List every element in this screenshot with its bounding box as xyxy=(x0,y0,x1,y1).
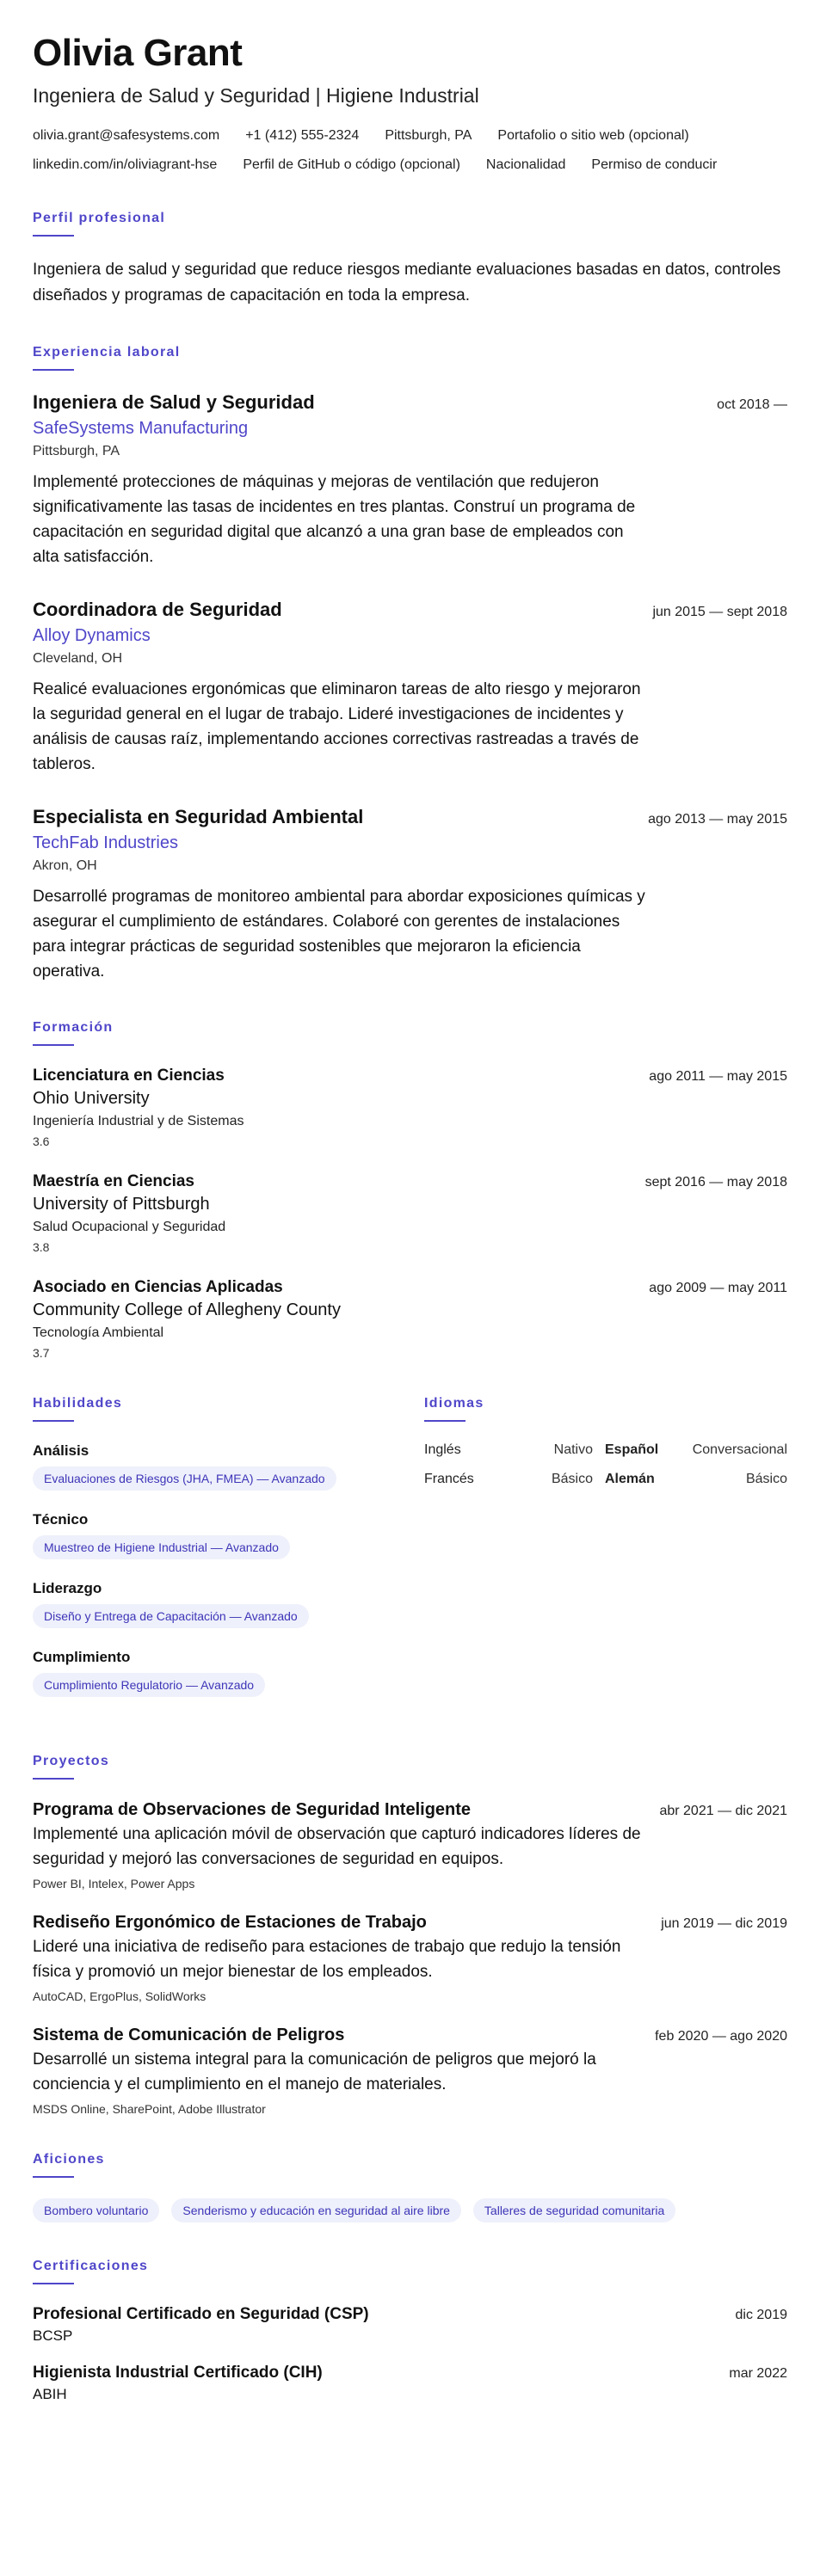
skill-tag: Diseño y Entrega de Capacitación — Avanzado xyxy=(33,1604,309,1628)
education-section xyxy=(33,1020,787,1360)
job-date: ago 2013 — may 2015 xyxy=(648,812,787,827)
project-title: Programa de Observaciones de Seguridad Inteligente xyxy=(33,1800,472,1819)
section-title: Perfil profesional xyxy=(33,211,166,225)
project-tech: Power BI, Intelex, Power Apps xyxy=(33,1877,195,1891)
project-entry xyxy=(33,1913,787,2003)
education-school: University of Pittsburgh xyxy=(33,1195,210,1214)
language-name: Francés xyxy=(424,1472,474,1486)
job-location: Cleveland, OH xyxy=(33,651,123,666)
project-title: Sistema de Comunicación de Peligros xyxy=(33,2026,345,2044)
skill-tag: Cumplimiento Regulatorio — Avanzado xyxy=(33,1673,265,1697)
language-level: Conversacional xyxy=(692,1442,787,1457)
section-title: Proyectos xyxy=(33,1754,110,1768)
skills-languages-row xyxy=(33,1396,787,1718)
language-level: Nativo xyxy=(553,1442,593,1457)
job-description: Realicé evaluaciones ergonómicas que eliminaron tareas de alto riesgo y mejoraron la seguridad general en el lugar de trabajo. Lideré investigaciones de incidentes y análisis de causas raíz, implementando acciones correctivas rastreadas a través de tableros. xyxy=(33,680,641,773)
certification-date: mar 2022 xyxy=(729,2366,787,2381)
job-title: Especialista en Seguridad Ambiental xyxy=(33,806,364,827)
project-date: jun 2019 — dic 2019 xyxy=(661,1916,787,1931)
project-entry xyxy=(33,2026,787,2116)
section-title: Idiomas xyxy=(424,1396,484,1411)
contact-email[interactable]: olivia.grant@safesystems.com xyxy=(33,128,220,143)
education-gpa: 3.7 xyxy=(33,1346,50,1360)
education-degree: Maestría en Ciencias xyxy=(33,1172,194,1190)
education-date: ago 2011 — may 2015 xyxy=(649,1069,787,1084)
skill-group-name: Análisis xyxy=(33,1442,89,1459)
project-date: feb 2020 — ago 2020 xyxy=(655,2029,787,2044)
section-divider xyxy=(33,1420,74,1422)
skill-group xyxy=(33,1580,424,1628)
project-description: Implementé una aplicación móvil de observación que capturó indicadores líderes de seguridad y mejoró las conversaciones de seguridad en equipos. xyxy=(33,1825,641,1868)
certification-entry xyxy=(33,2364,787,2403)
language-level: Básico xyxy=(745,1472,787,1486)
section-title: Experiencia laboral xyxy=(33,345,181,360)
job-entry xyxy=(33,391,787,569)
certification-title: Profesional Certificado en Seguridad (CSP) xyxy=(33,2305,369,2323)
certification-title: Higienista Industrial Certificado (CIH) xyxy=(33,2364,323,2382)
section-divider xyxy=(33,2283,74,2284)
hobby-tag: Talleres de seguridad comunitaria xyxy=(473,2198,675,2222)
education-field: Ingeniería Industrial y de Sistemas xyxy=(33,1114,244,1128)
section-divider xyxy=(33,2176,74,2178)
project-tech: AutoCAD, ErgoPlus, SolidWorks xyxy=(33,1989,207,2003)
education-field: Salud Ocupacional y Seguridad xyxy=(33,1220,226,1234)
project-description: Lideré una iniciativa de rediseño para estaciones de trabajo que redujo la tensión física y promovió un mejor bienestar de los empleados. xyxy=(33,1938,621,1981)
job-entry xyxy=(33,806,787,984)
project-tech: MSDS Online, SharePoint, Adobe Illustrator xyxy=(33,2102,266,2116)
hobbies-section xyxy=(33,2152,787,2222)
skill-tag: Muestreo de Higiene Industrial — Avanzado xyxy=(33,1535,290,1559)
skill-group xyxy=(33,1511,424,1559)
section-divider xyxy=(33,369,74,371)
job-description: Implementé protecciones de máquinas y mejoras de ventilación que redujeron significativamente las tasas de incidentes en tres plantas. Construí un programa de capacitación en seguridad digital que alcanzó a una gran base de empleados con alta satisfacción. xyxy=(33,473,636,566)
contact-driving-license: Permiso de conducir xyxy=(591,157,718,172)
job-title: Ingeniera de Salud y Seguridad xyxy=(33,391,315,413)
language-name: Inglés xyxy=(424,1442,461,1457)
education-entry xyxy=(33,1067,787,1148)
profile-summary: Ingeniera de salud y seguridad que reduce riesgos mediante evaluaciones basadas en datos, controles diseñados y programas de capacitación en toda la empresa. xyxy=(33,261,781,304)
certification-issuer: BCSP xyxy=(33,2327,73,2344)
language-level: Básico xyxy=(551,1472,593,1486)
section-divider xyxy=(33,235,74,237)
project-description: Desarrollé un sistema integral para la comunicación de peligros que mejoró la conciencia y el cumplimiento en el manejo de materiales. xyxy=(33,2050,596,2093)
hobby-tag: Senderismo y educación en seguridad al aire libre xyxy=(171,2198,461,2222)
section-divider xyxy=(33,1778,74,1780)
candidate-name: Olivia Grant xyxy=(33,32,243,74)
certifications-section xyxy=(33,2259,787,2403)
education-date: sept 2016 — may 2018 xyxy=(644,1175,787,1190)
section-divider xyxy=(33,1044,74,1046)
languages-section xyxy=(424,1396,787,1718)
section-divider xyxy=(424,1420,465,1422)
job-description: Desarrollé programas de monitoreo ambiental para abordar exposiciones químicas y asegurar el cumplimiento de estándares. Colaboré con gerentes de instalaciones para integrar prácticas de seguridad sostenibles que mejoraron la eficiencia operativa. xyxy=(33,888,645,981)
certification-date: dic 2019 xyxy=(735,2308,787,2322)
experience-section xyxy=(33,345,787,984)
language-name: Español xyxy=(605,1442,659,1457)
candidate-headline: Ingeniera de Salud y Seguridad | Higiene Industrial xyxy=(33,84,479,107)
hobby-list xyxy=(33,2198,787,2222)
job-location: Pittsburgh, PA xyxy=(33,444,120,458)
job-entry xyxy=(33,599,787,777)
certification-entry xyxy=(33,2305,787,2345)
skill-group-name: Cumplimiento xyxy=(33,1649,131,1665)
skill-group xyxy=(33,1649,424,1697)
skills-section xyxy=(33,1396,424,1718)
projects-section xyxy=(33,1754,787,2116)
education-entry xyxy=(33,1278,787,1360)
contact-linkedin[interactable]: linkedin.com/in/oliviagrant-hse xyxy=(33,157,218,172)
certification-issuer: ABIH xyxy=(33,2386,67,2402)
contact-github[interactable]: Perfil de GitHub o código (opcional) xyxy=(243,157,460,172)
education-gpa: 3.8 xyxy=(33,1240,50,1254)
language-name: Alemán xyxy=(605,1472,655,1486)
job-date: oct 2018 — xyxy=(717,397,787,412)
project-entry xyxy=(33,1800,787,1891)
skill-group-name: Técnico xyxy=(33,1511,89,1528)
education-school: Community College of Allegheny County xyxy=(33,1300,341,1319)
education-degree: Licenciatura en Ciencias xyxy=(33,1067,225,1085)
section-title: Aficiones xyxy=(33,2152,105,2167)
skill-group xyxy=(33,1442,424,1491)
project-title: Rediseño Ergonómico de Estaciones de Trabajo xyxy=(33,1913,427,1932)
skill-tag: Evaluaciones de Riesgos (JHA, FMEA) — Avanzado xyxy=(33,1466,336,1491)
contact-list xyxy=(33,126,773,175)
job-date: jun 2015 — sept 2018 xyxy=(652,605,787,619)
education-field: Tecnología Ambiental xyxy=(33,1325,164,1340)
contact-location: Pittsburgh, PA xyxy=(385,128,472,143)
section-title: Formación xyxy=(33,1020,114,1035)
section-title: Certificaciones xyxy=(33,2259,149,2273)
job-location: Akron, OH xyxy=(33,858,97,873)
contact-phone[interactable]: +1 (412) 555-2324 xyxy=(245,128,360,143)
profile-section xyxy=(33,211,787,309)
education-school: Ohio University xyxy=(33,1089,150,1108)
job-company: SafeSystems Manufacturing xyxy=(33,419,249,438)
job-company: TechFab Industries xyxy=(33,833,178,852)
education-date: ago 2009 — may 2011 xyxy=(649,1281,787,1295)
skill-group-name: Liderazgo xyxy=(33,1580,102,1596)
job-title: Coordinadora de Seguridad xyxy=(33,599,282,620)
resume-header xyxy=(33,33,787,175)
hobby-tag: Bombero voluntario xyxy=(33,2198,159,2222)
job-company: Alloy Dynamics xyxy=(33,626,151,645)
section-title: Habilidades xyxy=(33,1396,123,1411)
contact-portfolio[interactable]: Portafolio o sitio web (opcional) xyxy=(497,128,689,143)
education-degree: Asociado en Ciencias Aplicadas xyxy=(33,1278,283,1296)
education-entry xyxy=(33,1172,787,1254)
contact-nationality: Nacionalidad xyxy=(485,157,566,172)
education-gpa: 3.6 xyxy=(33,1134,50,1148)
project-date: abr 2021 — dic 2021 xyxy=(659,1804,787,1818)
language-list xyxy=(424,1442,787,1487)
